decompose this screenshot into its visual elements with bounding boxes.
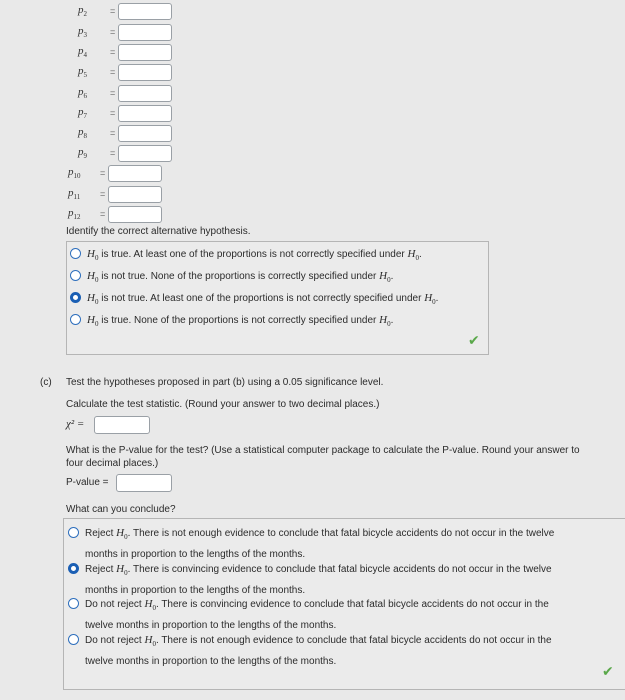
option-text: Do not reject $H_0$. There is not enough evidence to conclude that fatal bicycle accidents do not occur in the twelve months in proportion to the lengths of the months.	[85, 634, 552, 668]
p-row	[68, 144, 172, 162]
h0-symbol: $H_0$	[407, 248, 419, 263]
pvalue-label: P-value =	[66, 477, 109, 488]
alt-hypothesis-option[interactable]	[70, 312, 393, 333]
correct-check-icon: ✔	[468, 332, 480, 348]
p-row	[68, 84, 172, 102]
h0-symbol: $H_0$	[424, 292, 436, 307]
p-input[interactable]	[118, 145, 172, 162]
equals-sign: =	[110, 108, 116, 118]
p-label: $p_3$	[78, 24, 87, 40]
p-input[interactable]	[118, 3, 172, 20]
p-input[interactable]	[118, 105, 172, 122]
radio-button[interactable]	[68, 634, 79, 645]
p-row	[68, 63, 172, 81]
h0-symbol: $H_0$	[379, 270, 391, 285]
p-label: $p_{11}$	[68, 186, 81, 202]
option-text: Do not reject $H_0$. There is convincing evidence to conclude that fatal bicycle accidents do not occur in the twelve months in proportion to the lengths of the months.	[85, 598, 549, 632]
equals-sign: =	[110, 47, 116, 57]
alt-hypothesis-option[interactable]	[70, 290, 438, 311]
p-row	[68, 205, 162, 223]
conclude-prompt: What can you conclude?	[66, 504, 176, 515]
equals-sign: =	[110, 27, 116, 37]
p-row	[68, 43, 172, 61]
p-input[interactable]	[118, 85, 172, 102]
p-input[interactable]	[118, 125, 172, 142]
radio-button[interactable]	[68, 598, 79, 609]
h0-symbol: $H_0$	[144, 634, 156, 649]
radio-button[interactable]	[70, 270, 81, 281]
correct-check-icon-2: ✔	[602, 663, 614, 679]
pvalue-input[interactable]	[116, 474, 172, 492]
chi-square-label: χ² =	[66, 418, 85, 430]
option-text: $H_0$ is not true. None of the proportions is correctly specified under $H_0$.	[87, 270, 394, 285]
option-text: Reject $H_0$. There is convincing evidence to conclude that fatal bicycle accidents do not occur in the twelve months in proportion to the lengths of the months.	[85, 563, 552, 597]
p-label: $p_8$	[78, 125, 87, 141]
h0-symbol: $H_0$	[116, 527, 128, 542]
p-row	[68, 124, 172, 142]
stat-prompt: Calculate the test statistic. (Round your answer to two decimal places.)	[66, 399, 380, 410]
p-input[interactable]	[108, 186, 162, 203]
radio-button[interactable]	[68, 527, 79, 538]
h0-symbol: $H_0$	[144, 598, 156, 613]
radio-button[interactable]	[70, 314, 81, 325]
h0-symbol: $H_0$	[87, 270, 99, 285]
alt-hypothesis-option[interactable]	[70, 246, 422, 267]
alt-hypothesis-option[interactable]	[70, 268, 393, 289]
p-label: $p_9$	[78, 145, 87, 161]
pvalue-prompt-cont: four decimal places.)	[66, 458, 159, 469]
p-label: $p_7$	[78, 105, 87, 121]
h0-symbol: $H_0$	[116, 563, 128, 578]
conclusion-option[interactable]	[68, 561, 552, 599]
chi-square-input[interactable]	[94, 416, 150, 434]
p-label: $p_4$	[78, 44, 87, 60]
radio-button[interactable]	[70, 248, 81, 259]
h0-symbol: $H_0$	[87, 248, 99, 263]
p-input[interactable]	[108, 206, 162, 223]
conclusion-option[interactable]	[68, 632, 552, 670]
p-label: $p_2$	[78, 3, 87, 19]
conclusion-option[interactable]	[68, 596, 549, 634]
p-row	[68, 23, 172, 41]
option-text: $H_0$ is not true. At least one of the proportions is not correctly specified under $H_0$.	[87, 292, 439, 307]
p-input[interactable]	[118, 64, 172, 81]
p-label: $p_{10}$	[68, 165, 81, 181]
pvalue-prompt: What is the P-value for the test? (Use a statistical computer package to calculate the P-value. Round your answer to	[66, 445, 580, 456]
alt-hypothesis-prompt: Identify the correct alternative hypothesis.	[66, 226, 251, 237]
h0-symbol: $H_0$	[379, 314, 391, 329]
p-label: $p_{12}$	[68, 206, 81, 222]
radio-button[interactable]	[68, 563, 79, 574]
part-c-intro: Test the hypotheses proposed in part (b) using a 0.05 significance level.	[66, 377, 384, 388]
option-text: Reject $H_0$. There is not enough evidence to conclude that fatal bicycle accidents do not occur in the twelve months in proportion to the lengths of the months.	[85, 527, 555, 561]
equals-sign: =	[100, 209, 106, 219]
radio-button[interactable]	[70, 292, 81, 303]
part-c-label: (c)	[40, 377, 52, 388]
p-input[interactable]	[108, 165, 162, 182]
h0-symbol: $H_0$	[87, 292, 99, 307]
equals-sign: =	[100, 189, 106, 199]
h0-symbol: $H_0$	[87, 314, 99, 329]
p-row	[68, 104, 172, 122]
p-label: $p_5$	[78, 64, 87, 80]
p-row	[68, 164, 162, 182]
option-text: $H_0$ is true. None of the proportions is not correctly specified under $H_0$.	[87, 314, 394, 329]
equals-sign: =	[110, 67, 116, 77]
equals-sign: =	[110, 128, 116, 138]
p-row	[68, 2, 172, 20]
p-row	[68, 185, 162, 203]
p-label: $p_6$	[78, 85, 87, 101]
p-input[interactable]	[118, 24, 172, 41]
equals-sign: =	[110, 6, 116, 16]
equals-sign: =	[110, 88, 116, 98]
p-input[interactable]	[118, 44, 172, 61]
equals-sign: =	[110, 148, 116, 158]
option-text: $H_0$ is true. At least one of the proportions is not correctly specified under $H_0$.	[87, 248, 422, 263]
equals-sign: =	[100, 168, 106, 178]
conclusion-option[interactable]	[68, 525, 554, 563]
